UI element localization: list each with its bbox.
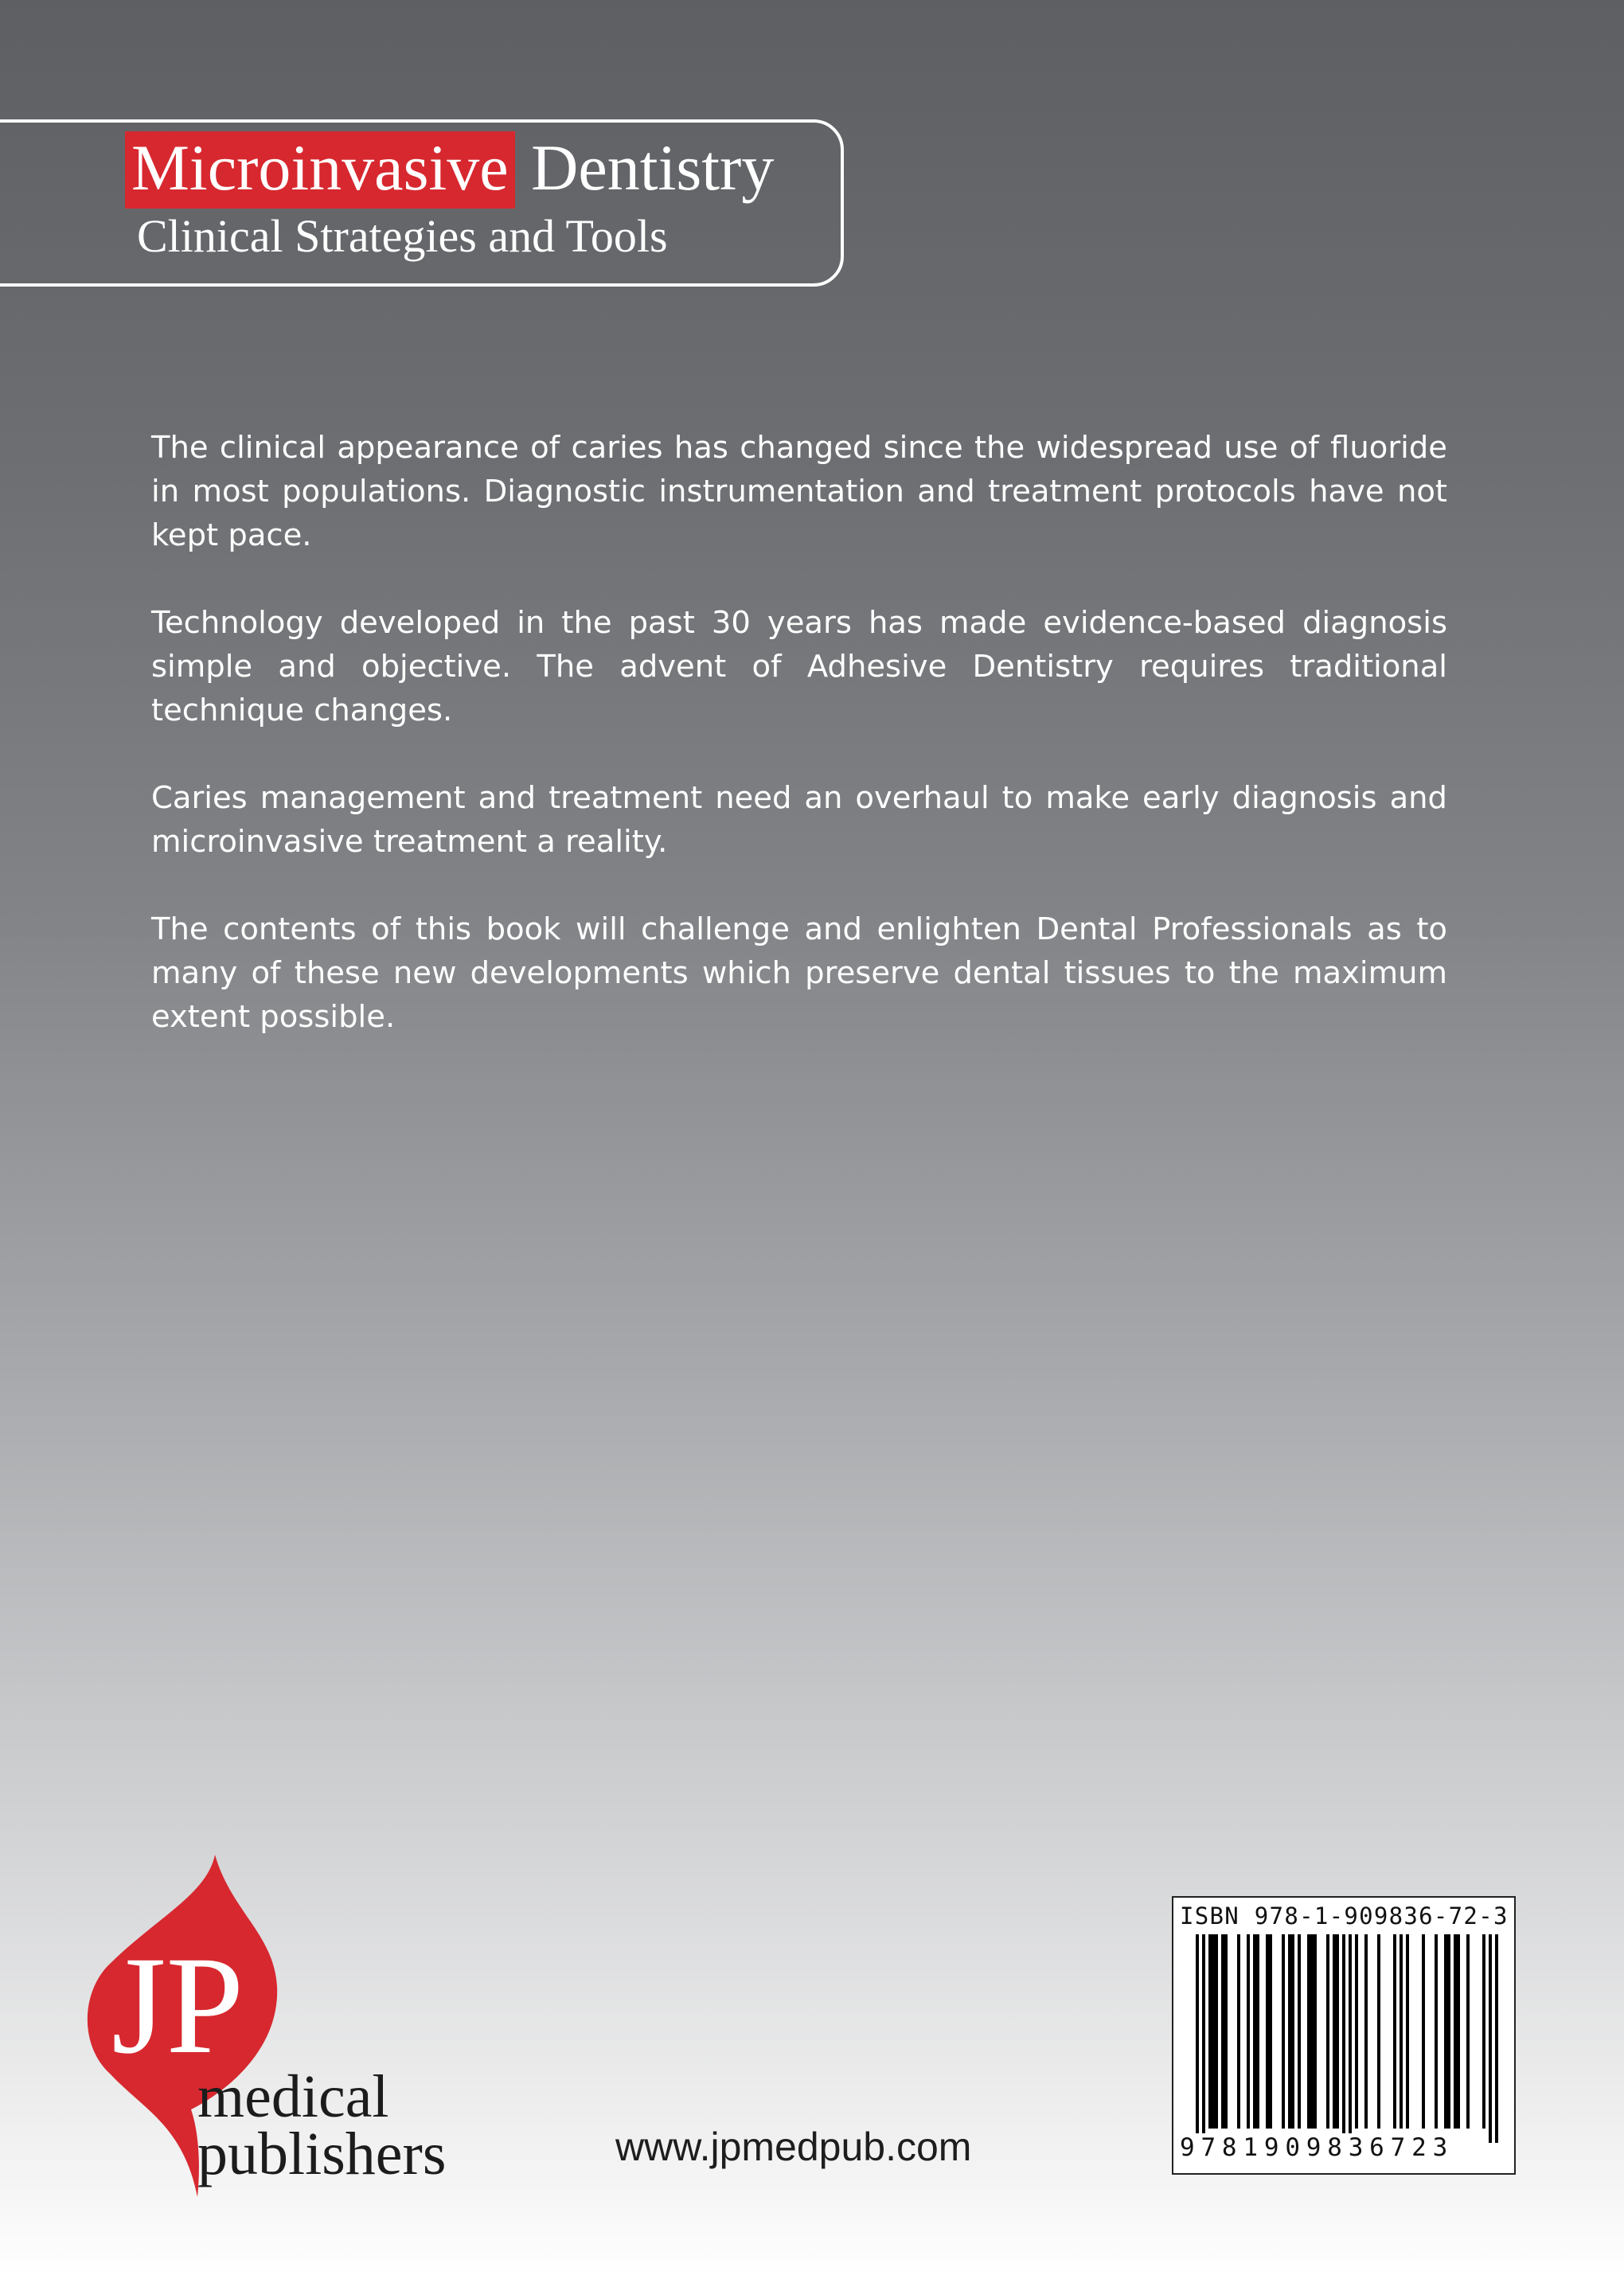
blurb-paragraph: Caries management and treatment need an overhaul to make early diagnosis and microinvasive treatment a reality.: [151, 780, 1447, 860]
barcode-bar: [1224, 1934, 1228, 2129]
barcode-bar: [1377, 1934, 1380, 2129]
barcode-bars: [1193, 1934, 1505, 2143]
barcode-bar: [1307, 1934, 1310, 2129]
barcode-bar: [1355, 1934, 1358, 2129]
publisher-name: [197, 2063, 447, 2187]
barcode-bar: [1457, 1934, 1460, 2129]
barcode-bar: [1247, 1934, 1250, 2129]
barcode-bar: [1266, 1934, 1269, 2129]
barcode-bar: [1454, 1934, 1457, 2129]
barcode-bar: [1495, 1934, 1498, 2143]
barcode-bar: [1400, 1934, 1403, 2129]
barcode-bar: [1282, 1934, 1285, 2129]
barcode-bar: [1422, 1934, 1425, 2129]
publisher-name-line2: publishers: [197, 2121, 447, 2187]
barcode-bar: [1336, 1934, 1339, 2129]
barcode-bar: [1349, 1934, 1352, 2143]
barcode-bar: [1298, 1934, 1301, 2129]
barcode-bar: [1435, 1934, 1438, 2129]
barcode-bar: [1364, 1934, 1368, 2129]
barcode-bar: [1406, 1934, 1409, 2129]
barcode-bar: [1333, 1934, 1336, 2129]
title-highlight: Microinvasive: [125, 131, 515, 209]
barcode-bar: [1447, 1934, 1450, 2129]
barcode-bar: [1256, 1934, 1259, 2129]
barcode-bar: [1314, 1934, 1317, 2129]
barcode-bar: [1291, 1934, 1294, 2129]
back-cover-blurb: [151, 426, 1447, 1083]
blurb-paragraph: The contents of this book will challenge and enlighten Dental Professionals as to many of these new developments which preserve dental tissues to the maximum extent possible.: [151, 911, 1447, 1035]
barcode-bar: [1221, 1934, 1224, 2129]
barcode-bar: [1212, 1934, 1215, 2129]
barcode-bar: [1208, 1934, 1212, 2129]
barcode-bar: [1310, 1934, 1314, 2129]
barcode-bar: [1489, 1934, 1492, 2143]
publisher-name-line1: medical: [197, 2063, 389, 2130]
barcode-bar: [1215, 1934, 1218, 2129]
title-rest: Dentistry: [514, 131, 775, 204]
barcode-bar: [1466, 1934, 1470, 2129]
barcode-bar: [1253, 1934, 1256, 2129]
barcode-bar: [1288, 1934, 1291, 2129]
blurb-paragraph: The clinical appearance of caries has changed since the widespread use of fluoride in most populations. Diagnostic instrumentation and treatment protocols have not kept pace.: [151, 430, 1447, 553]
barcode-bar: [1482, 1934, 1485, 2129]
barcode-bar: [1342, 1934, 1345, 2143]
blurb-paragraph: Technology developed in the past 30 years has made evidence-based diagnosis simple and objective. The advent of Adhesive Dentistry requires traditional technique changes.: [151, 605, 1447, 728]
barcode-digits: 9781909836723: [1180, 2133, 1457, 2162]
barcode-bar: [1393, 1934, 1396, 2129]
logo-letters: JP: [111, 1928, 244, 2083]
barcode-bar: [1202, 1934, 1205, 2143]
isbn-barcode: [1172, 1896, 1516, 2175]
barcode-bar: [1444, 1934, 1447, 2129]
barcode-bar: [1196, 1934, 1199, 2143]
barcode-bar: [1269, 1934, 1272, 2129]
barcode-bar: [1237, 1934, 1240, 2129]
barcode-bar: [1326, 1934, 1329, 2129]
publisher-website: www.jpmedpub.com: [615, 2125, 972, 2169]
book-subtitle: Clinical Strategies and Tools: [137, 210, 668, 262]
isbn-label: ISBN 978-1-909836-72-3: [1180, 1902, 1509, 1930]
book-title: [131, 131, 775, 204]
